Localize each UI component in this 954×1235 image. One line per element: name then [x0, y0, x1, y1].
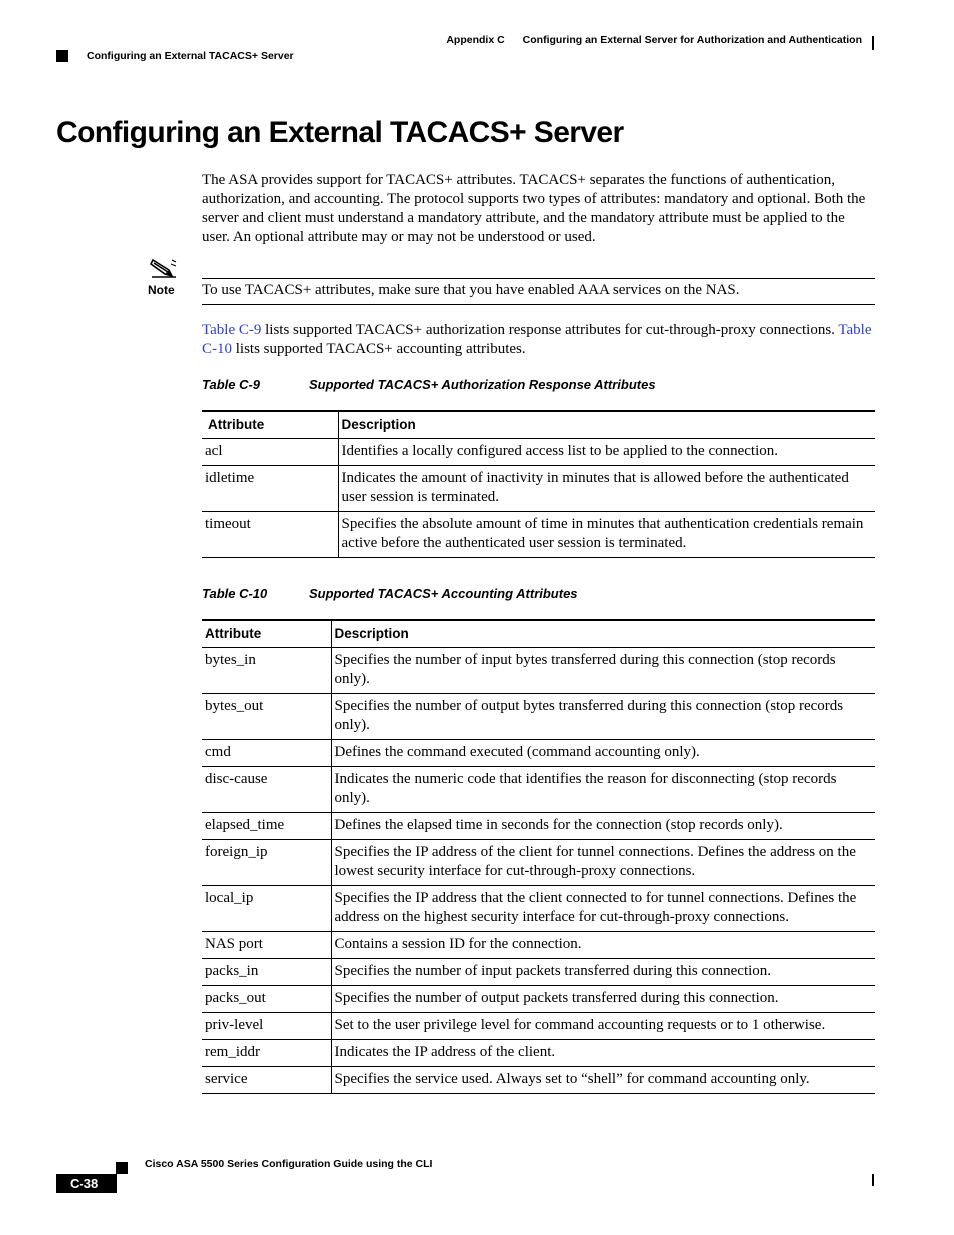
table2-caption — [202, 586, 578, 601]
header-appendix: Appendix C — [446, 34, 505, 46]
table-row — [202, 1040, 875, 1067]
header-rule-mark — [872, 36, 874, 50]
description-cell: Indicates the IP address of the client. — [331, 1040, 875, 1067]
attribute-cell: priv-level — [202, 1013, 331, 1040]
column-header-attribute: Attribute — [202, 620, 331, 648]
description-cell: Specifies the absolute amount of time in minutes that authentication credentials remain active before the authenticated user session is terminated. — [338, 512, 875, 558]
attribute-cell: cmd — [202, 740, 331, 767]
table-row — [202, 512, 875, 558]
description-cell: Indicates the amount of inactivity in minutes that is allowed before the authenticated user session is terminated. — [338, 466, 875, 512]
attribute-cell: rem_iddr — [202, 1040, 331, 1067]
description-cell: Specifies the number of input bytes transferred during this connection (stop records only). — [331, 648, 875, 694]
table-row — [202, 694, 875, 740]
description-cell: Specifies the service used. Always set to “shell” for command accounting only. — [331, 1067, 875, 1094]
note-text: To use TACACS+ attributes, make sure that you have enabled AAA services on the NAS. — [202, 282, 740, 298]
table-row — [202, 959, 875, 986]
note-pencil-icon — [150, 256, 178, 285]
table-row — [202, 740, 875, 767]
attribute-cell: packs_out — [202, 986, 331, 1013]
table-row — [202, 986, 875, 1013]
table1-title: Supported TACACS+ Authorization Response Attributes — [309, 377, 656, 392]
intro-paragraph: The ASA provides support for TACACS+ attributes. TACACS+ separates the functions of authentication, authorization, and accounting. The protocol supports two types of attributes: mandatory and optional. Both the server and client must understand a mandatory attribute, and the mandatory attribute must be applied to the user. An optional attribute may or may not be understood or used. — [202, 172, 866, 245]
attribute-cell: local_ip — [202, 886, 331, 932]
attribute-cell: idletime — [202, 466, 338, 512]
table-row — [202, 840, 875, 886]
attribute-cell: bytes_in — [202, 648, 331, 694]
table-row — [202, 932, 875, 959]
table-ref-text-2: lists supported TACACS+ accounting attributes. — [232, 341, 526, 357]
description-cell: Identifies a locally configured access list to be applied to the connection. — [338, 439, 875, 466]
table-row — [202, 813, 875, 840]
description-cell: Specifies the IP address that the client connected to for tunnel connections. Defines the address on the highest security interface for cut-through-proxy connections. — [331, 886, 875, 932]
description-cell: Defines the command executed (command accounting only). — [331, 740, 875, 767]
table1-caption — [202, 377, 656, 392]
attribute-cell: elapsed_time — [202, 813, 331, 840]
attribute-cell: foreign_ip — [202, 840, 331, 886]
running-header-chapter — [446, 34, 862, 46]
description-cell: Set to the user privilege level for command accounting requests or to 1 otherwise. — [331, 1013, 875, 1040]
table-row — [202, 439, 875, 466]
page-number: C-38 — [56, 1174, 117, 1193]
table-c10-link[interactable]: Table C-10 — [202, 322, 872, 357]
note-label: Note — [148, 283, 175, 297]
table2-title: Supported TACACS+ Accounting Attributes — [309, 586, 578, 601]
authorization-attributes-table — [202, 410, 875, 558]
footer-guide-title: Cisco ASA 5500 Series Configuration Guide using the CLI — [145, 1158, 433, 1170]
note-top-rule — [202, 278, 875, 279]
header-chapter-title: Configuring an External Server for Authorization and Authentication — [522, 34, 862, 46]
table-ref-text-1: lists supported TACACS+ authorization response attributes for cut-through-proxy connections. — [261, 322, 839, 338]
note-bottom-rule — [202, 304, 875, 305]
table-reference-paragraph — [202, 321, 876, 359]
attribute-cell: timeout — [202, 512, 338, 558]
accounting-attributes-table — [202, 619, 875, 1094]
description-cell: Specifies the IP address of the client for tunnel connections. Defines the address on the lowest security interface for cut-through-proxy connections. — [331, 840, 875, 886]
description-cell: Contains a session ID for the connection. — [331, 932, 875, 959]
table-row — [202, 648, 875, 694]
table-row — [202, 767, 875, 813]
attribute-cell: bytes_out — [202, 694, 331, 740]
description-cell: Specifies the number of input packets transferred during this connection. — [331, 959, 875, 986]
table-c9-link[interactable]: Table C-9 — [202, 322, 262, 338]
attribute-cell: NAS port — [202, 932, 331, 959]
page-title: Configuring an External TACACS+ Server — [56, 116, 624, 149]
column-header-description: Description — [331, 620, 875, 648]
attribute-cell: acl — [202, 439, 338, 466]
table1-number: Table C-9 — [202, 377, 261, 392]
footer-square-mark — [116, 1162, 128, 1174]
footer-rule-mark — [872, 1174, 874, 1186]
table-header-row — [202, 620, 875, 648]
attribute-cell: service — [202, 1067, 331, 1094]
table-row — [202, 1067, 875, 1094]
attribute-cell: disc-cause — [202, 767, 331, 813]
table-header-row — [202, 411, 875, 439]
attribute-cell: packs_in — [202, 959, 331, 986]
column-header-attribute: Attribute — [202, 411, 338, 439]
header-section-title: Configuring an External TACACS+ Server — [87, 50, 294, 62]
table-row — [202, 466, 875, 512]
table2-number: Table C-10 — [202, 586, 268, 601]
description-cell: Specifies the number of output bytes transferred during this connection (stop records only). — [331, 694, 875, 740]
description-cell: Indicates the numeric code that identifies the reason for disconnecting (stop records only). — [331, 767, 875, 813]
description-cell: Defines the elapsed time in seconds for the connection (stop records only). — [331, 813, 875, 840]
description-cell: Specifies the number of output packets transferred during this connection. — [331, 986, 875, 1013]
header-square-mark — [56, 50, 68, 62]
table-row — [202, 1013, 875, 1040]
table-row — [202, 886, 875, 932]
column-header-description: Description — [338, 411, 875, 439]
